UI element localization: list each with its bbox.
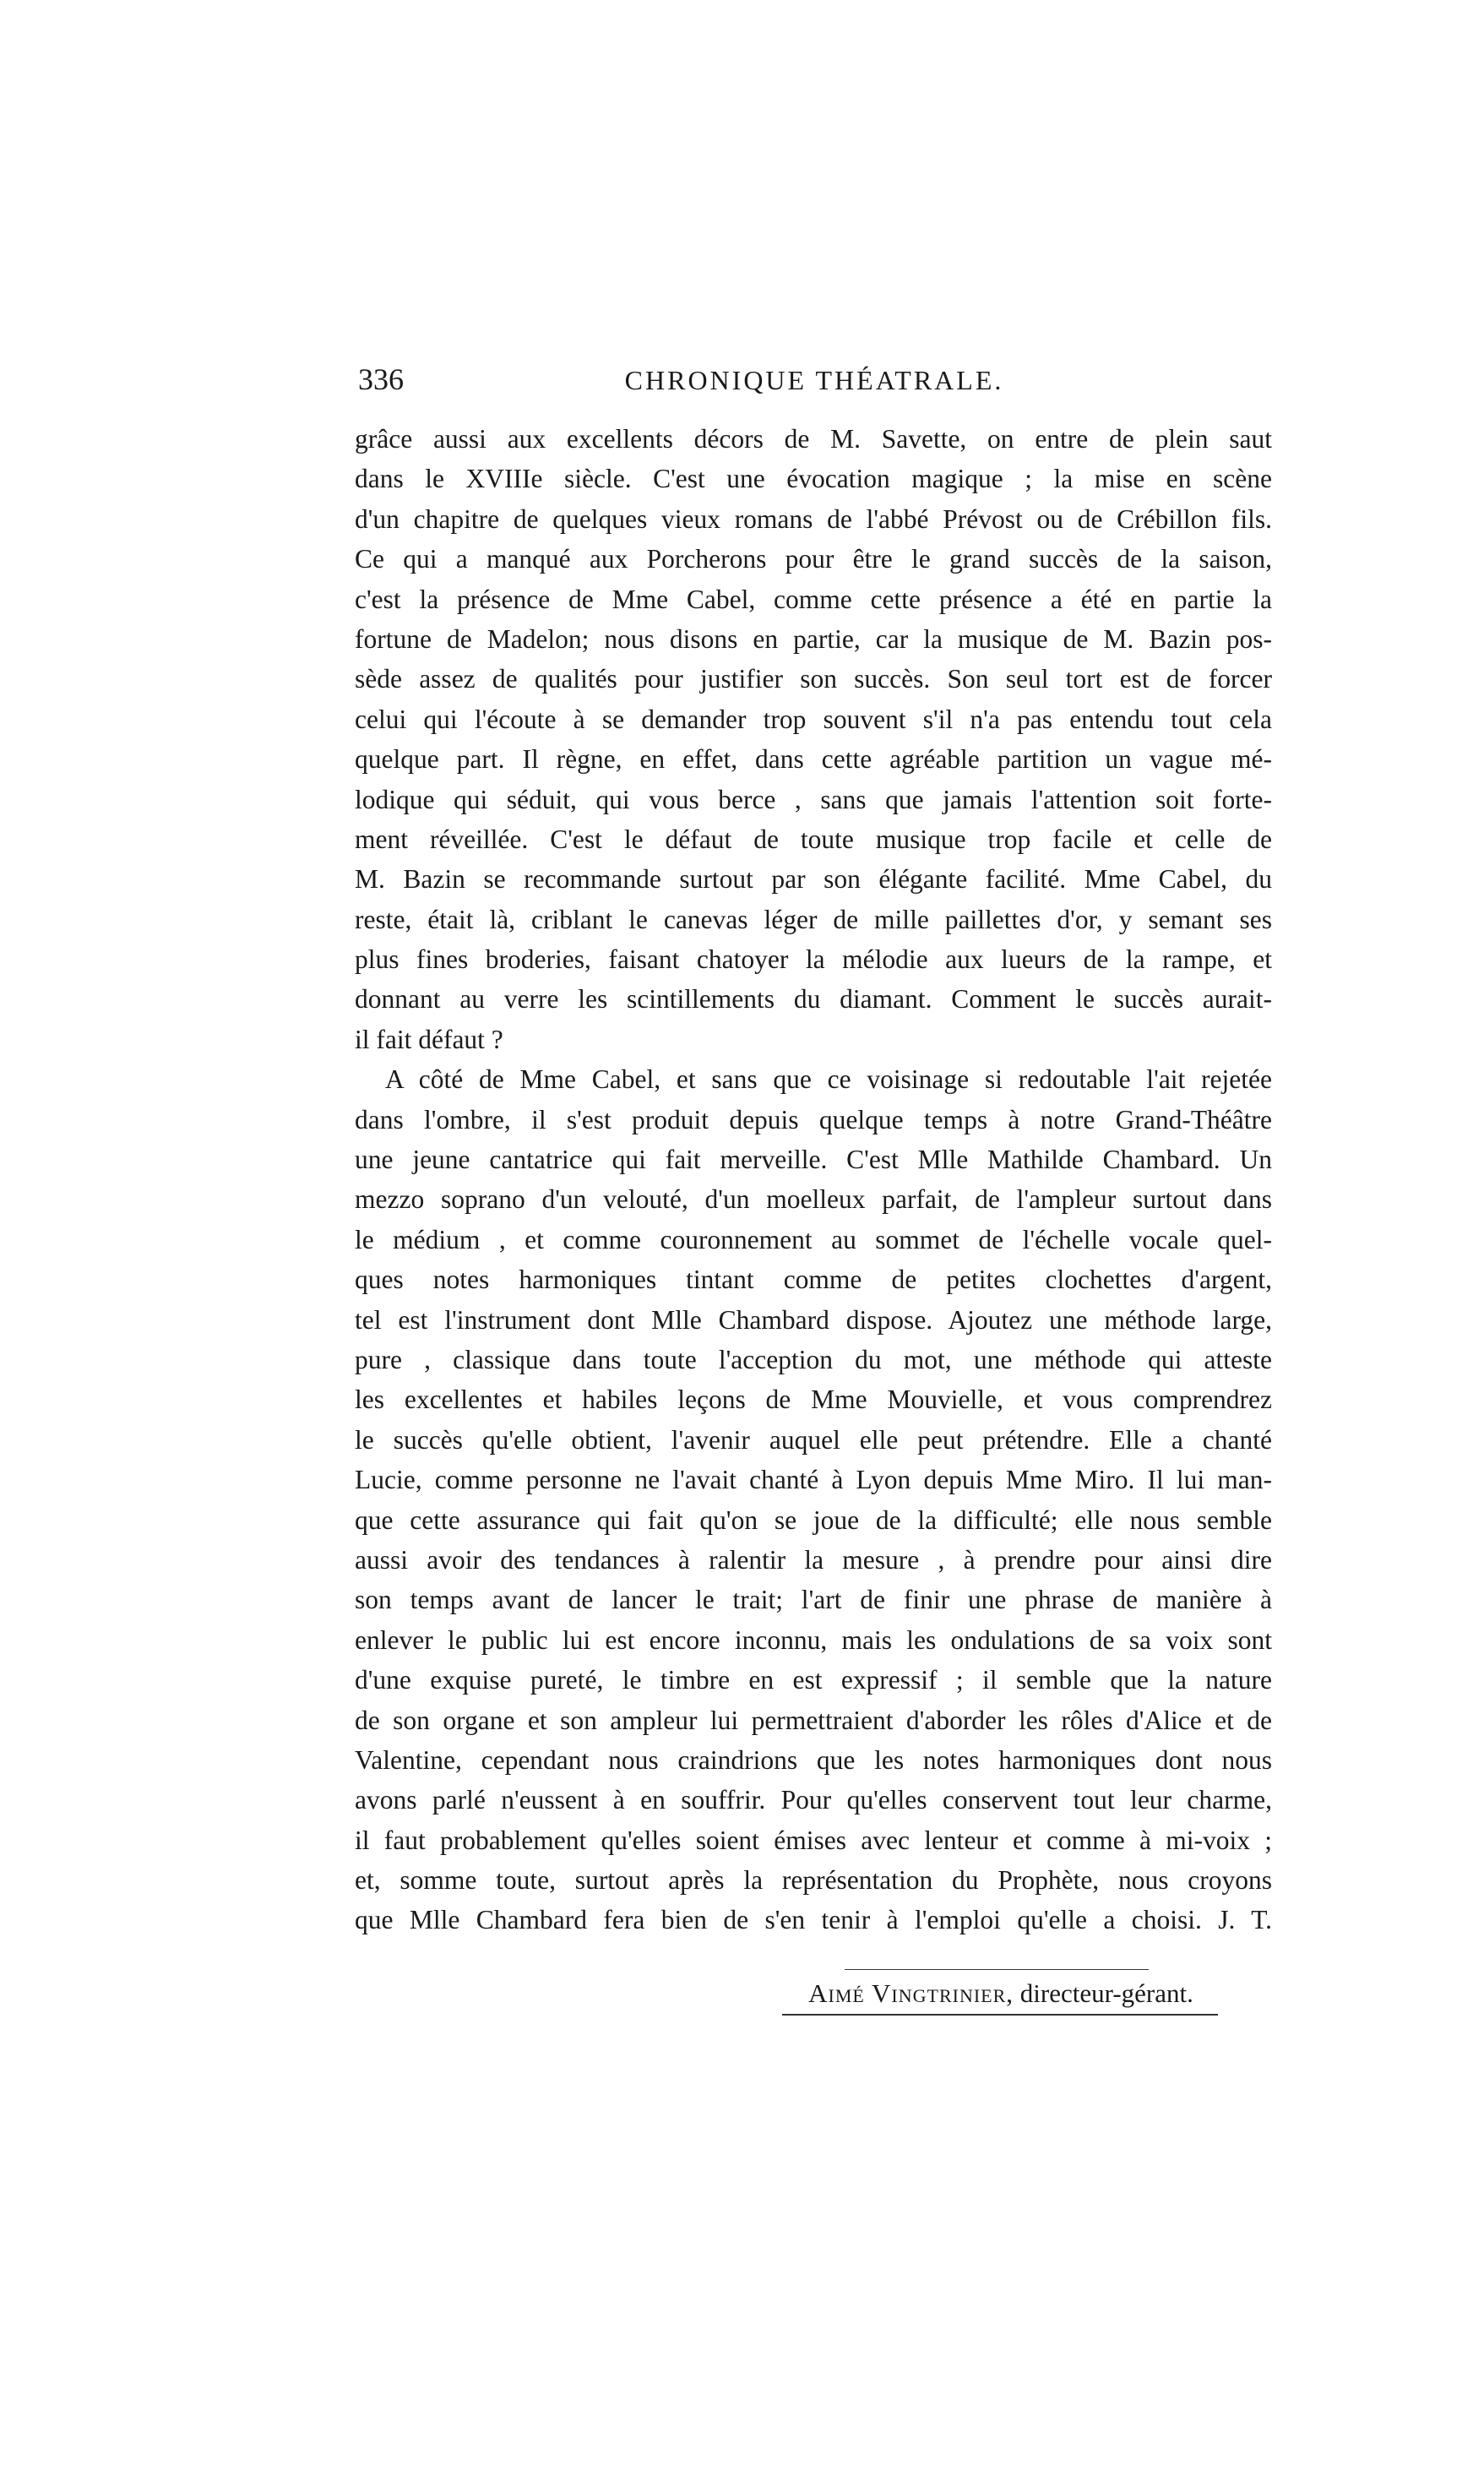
text-line: dans l'ombre, il s'est produit depuis quelque temps à notre Grand-Théâtre	[355, 1104, 1272, 1134]
text-line: d'un chapitre de quelques vieux romans de l'abbé Prévost ou de Crébillon fils.	[355, 503, 1272, 534]
text-line: les excellentes et habiles leçons de Mme Mouvielle, et vous comprendrez	[355, 1385, 1272, 1415]
text-line: il fait défaut ?	[355, 1024, 503, 1054]
text-line: de son organe et son ampleur lui permettraient d'aborder les rôles d'Alice et de	[355, 1705, 1272, 1735]
text-line: M. Bazin se recommande surtout par son élégante facilité. Mme Cabel, du	[355, 864, 1272, 895]
text-line: celui qui l'écoute à se demander trop souvent s'il n'a pas entendu tout cela	[355, 704, 1272, 734]
page-header	[358, 362, 1270, 412]
text-line: fortune de Madelon; nous disons en partie, car la musique de M. Bazin pos-	[355, 623, 1272, 654]
text-line: que cette assurance qui fait qu'on se joue de la difficulté; elle nous semble	[355, 1504, 1272, 1535]
running-title: CHRONIQUE THÉATRALE.	[624, 365, 1004, 395]
signature	[777, 1975, 1225, 2012]
signature-rule-bottom	[782, 2014, 1218, 2016]
text-line: quelque part. Il règne, en effet, dans cette agréable partition un vague mé-	[355, 744, 1272, 775]
text-line: il faut probablement qu'elles soient émises avec lenteur et comme à mi-voix ;	[355, 1825, 1272, 1855]
text-line: Valentine, cependant nous craindrions que les notes harmoniques dont nous	[355, 1744, 1272, 1775]
signature-name: Aimé Vingtrinier,	[808, 1978, 1014, 2008]
text-line: une jeune cantatrice qui fait merveille. C'est Mlle Mathilde Chambard. Un	[355, 1145, 1272, 1175]
page-number: 336	[358, 362, 404, 396]
text-line: tel est l'instrument dont Mlle Chambard dispose. Ajoutez une méthode large,	[355, 1304, 1272, 1335]
text-line: que Mlle Chambard fera bien de s'en tenir à l'emploi qu'elle a choisi. J. T.	[355, 1905, 1272, 1935]
text-line: enlever le public lui est encore inconnu, mais les ondulations de sa voix sont	[355, 1624, 1272, 1655]
text-line: d'une exquise pureté, le timbre en est expressif ; il semble que la nature	[355, 1665, 1272, 1695]
text-line: Ce qui a manqué aux Porcherons pour être le grand succès de la saison,	[355, 544, 1272, 574]
text-line: donnant au verre les scintillements du diamant. Comment le succès aurait-	[355, 984, 1272, 1015]
signature-title: directeur-gérant.	[1019, 1978, 1193, 2008]
text-line: ment réveillée. C'est le défaut de toute musique trop facile et celle de	[355, 824, 1272, 854]
text-line: et, somme toute, surtout après la représentation du Prophète, nous croyons	[355, 1865, 1272, 1896]
signature-rule-top	[845, 1969, 1149, 1970]
text-line: sède assez de qualités pour justifier son succès. Son seul tort est de forcer	[355, 664, 1272, 694]
signature-block	[777, 1969, 1225, 2016]
text-line: aussi avoir des tendances à ralentir la mesure , à prendre pour ainsi dire	[355, 1544, 1272, 1575]
text-line: Lucie, comme personne ne l'avait chanté à Lyon depuis Mme Miro. Il lui man-	[355, 1465, 1272, 1495]
text-line: plus fines broderies, faisant chatoyer la mélodie aux lueurs de la rampe, et	[355, 944, 1272, 975]
text-line: ques notes harmoniques tintant comme de petites clochettes d'argent,	[355, 1265, 1272, 1295]
text-line: mezzo soprano d'un velouté, d'un moelleux parfait, de l'ampleur surtout dans	[355, 1184, 1272, 1215]
text-line: reste, était là, criblant le canevas léger de mille paillettes d'or, y semant ses	[355, 904, 1272, 934]
text-line: le succès qu'elle obtient, l'avenir auquel elle peut prétendre. Elle a chanté	[355, 1424, 1272, 1455]
text-line: son temps avant de lancer le trait; l'art de finir une phrase de manière à	[355, 1585, 1272, 1615]
article-body	[355, 419, 1272, 1940]
text-line: lodique qui séduit, qui vous berce , sans que jamais l'attention soit forte-	[355, 784, 1272, 814]
paragraph-first-line: A côté de Mme Cabel, et sans que ce voisinage si redoutable l'ait rejetée	[385, 1064, 1272, 1095]
text-line: avons parlé n'eussent à en souffrir. Pour qu'elles conservent tout leur charme,	[355, 1785, 1272, 1815]
text-line: le médium , et comme couronnement au sommet de l'échelle vocale quel-	[355, 1224, 1272, 1254]
text-line: dans le XVIIIe siècle. C'est une évocation magique ; la mise en scène	[355, 464, 1272, 494]
text-line: pure , classique dans toute l'acception du mot, une méthode qui atteste	[355, 1344, 1272, 1374]
text-line: c'est la présence de Mme Cabel, comme cette présence a été en partie la	[355, 584, 1272, 614]
text-line: grâce aussi aux excellents décors de M. Savette, on entre de plein saut	[355, 424, 1272, 454]
